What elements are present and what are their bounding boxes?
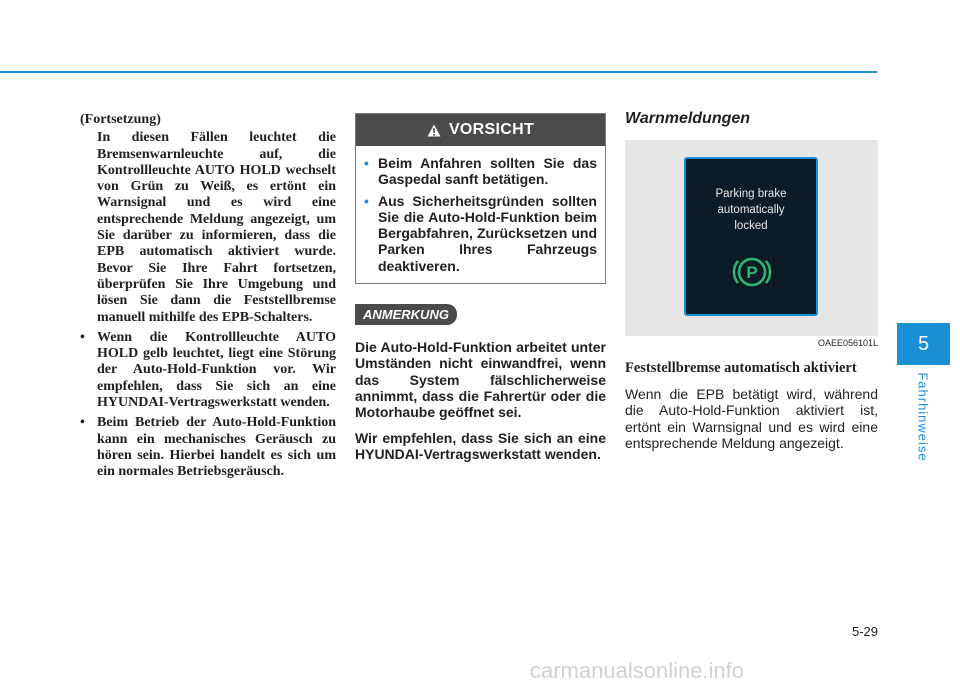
continuation-label: (Fortsetzung) <box>80 112 161 127</box>
list-item-text: Beim Betrieb der Auto-Hold-Funktion kann ein mechanisches Geräusch zu hören sein. Hierbei handelt es sich um ein normales Betriebsgeräusch. <box>97 415 336 480</box>
list-item-text: Aus Sicherheitsgründen sollten Sie die Auto-Hold-Funktion beim Bergabfahren, Zurücksetzen und Parken Ihres Fahrzeugs deaktiveren. <box>378 192 597 274</box>
caution-body <box>356 146 605 283</box>
right-column <box>625 110 878 451</box>
caution-label: VORSICHT <box>448 121 535 138</box>
note-badge: ANMERKUNG <box>355 304 457 325</box>
parking-brake-icon <box>732 252 772 292</box>
section-title: Warnmeldungen <box>625 110 751 127</box>
cluster-figure <box>625 140 878 336</box>
display-line: Parking brake <box>715 188 787 200</box>
note-paragraph: Wir empfehlen, dass Sie sich an eine HYUNDAI-Vertragswerkstatt wenden. <box>355 429 606 462</box>
list-item-text: Beim Anfahren sollten Sie das Gaspedal sanft betätigen. <box>378 155 597 188</box>
chapter-tab: 5 <box>897 323 950 365</box>
parking-brake-letter: P <box>746 263 758 282</box>
chapter-label-text: Fahrhinweise <box>915 372 931 462</box>
caution-header <box>356 114 605 146</box>
intro-paragraph: In diesen Fällen leuchtet die Bremsenwarnleuchte auf, die Kontrollleuchte AUTO HOLD wechselt von Grün zu Weiß, es ertönt ein Warnsignal und es wird eine entsprechende Meldung angezeigt, um Sie darüber zu informieren, dass die EPB automatisch aktiviert wurde. Bevor Sie Ihre Fahrt fortsetzen, überprüfen Sie Ihre Umgebung und lösen Sie dann die Feststellbremse manuell mithilfe des EPB-Schalters. <box>97 130 336 325</box>
bullet-dot: • <box>80 329 85 345</box>
left-column <box>80 112 336 481</box>
warning-triangle-icon <box>427 124 441 137</box>
watermark: carmanualsonline.info <box>530 658 745 683</box>
chapter-label <box>913 372 933 462</box>
bullet-dot: • <box>364 155 369 171</box>
subsection-title: Feststellbremse automatisch aktiviert <box>625 360 857 376</box>
top-rule <box>0 71 877 73</box>
list-item <box>364 155 597 188</box>
figure-code: OAEE056101L <box>817 338 878 348</box>
display-line: automatically <box>717 204 785 216</box>
caution-box <box>355 113 606 284</box>
list-item <box>80 330 336 411</box>
bullet-dot: • <box>364 192 369 209</box>
bullet-dot: • <box>80 415 85 431</box>
cluster-display <box>684 157 818 316</box>
page-number: 5-29 <box>851 624 878 639</box>
list-item-text: Wenn die Kontrollleuchte AUTO HOLD gelb leuchtet, liegt eine Störung der Auto-Hold-Funktion vor. Wir empfehlen, dass Sie sich an eine HYUNDAI-Vertragswerkstatt wenden. <box>97 329 336 411</box>
note-text <box>355 339 606 462</box>
list-item <box>364 193 597 274</box>
note-paragraph: Die Auto-Hold-Funktion arbeitet unter Umständen nicht einwandfrei, wenn das System fälschlicherweise annimmt, dass die Fahrertür oder die Motorhaube geöffnet sei. <box>355 339 606 421</box>
display-message <box>686 186 816 234</box>
list-item <box>80 415 336 480</box>
body-text: Wenn die EPB betätigt wird, während die Auto-Hold-Funktion aktiviert ist, ertönt ein Warnsignal und es wird eine entsprechende Meldung angezeigt. <box>625 386 878 451</box>
display-line: locked <box>734 220 768 232</box>
middle-column <box>355 113 606 462</box>
